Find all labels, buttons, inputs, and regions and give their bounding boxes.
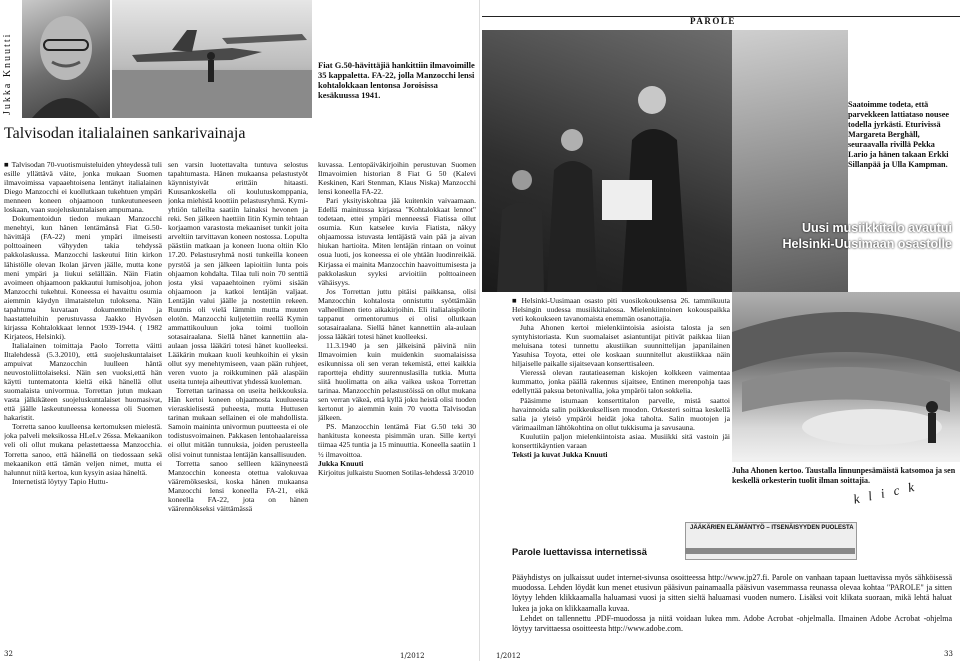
paragraph: PS. Manzocchin lentämä Fiat G.50 teki 30 hankitusta koneesta pisimmän uran. Sille kertyi tiimaa 425 tuntia ja 15 minuuttia. Koneella saatiin 1 ½ ilmavoittoa. <box>318 422 476 459</box>
article-column-2 <box>168 160 308 640</box>
page-gutter <box>479 0 480 661</box>
paragraph: Torretta sanoo kuulleensa kertomuksen mielestä. joka palveli meksikossa HLeLv 26ssa. Mekaanikon veli oli ollut mukana pelastettaessa Manzocchia. Torretta sanoo, että häänellä on tiedossaan sekä mekaanikon että tämän veljen nimet, mutta ei halunnut niitä kertoa, kun kysyin asiaa häneltä. <box>4 422 162 477</box>
paragraph: ■ Talvisodan 70-vuotismuisteluiden yhteydessä tuli esille yllättävä väite, jonka mukaan Suomen ilmavoimissa vapaaehtoisena lentänyt italialainen Diego Manzocchi ei kuollutkaan tukehtuen ympäri menneen koneen ohjaamoon tunkeutuneeseen loskaan, vaan suojeluskuntalaisen ampumana. <box>4 160 162 214</box>
headline-line-2: Helsinki-Uusimaan osastolle <box>782 237 952 251</box>
paragraph: kuvassa. Lentopäiväkirjoihin perustuvan Suomen Ilmavoimien historian 8 Fiat G 50 (Kalevi Keskinen, Kari Stenman, Klaus Niska) Manzocchi lensi koneella FA-22. <box>318 160 476 197</box>
magazine-cover-bar <box>685 548 855 554</box>
magazine-cover-title: JÄÄKÄRIEN ELÄMÄNTYÖ – ITSENÄISYYDEN PUOLESTA <box>690 525 854 531</box>
article-headline: Talvisodan italialainen sankarivainaja <box>4 125 246 142</box>
paragraph: Lehdet on tallennettu .PDF-muodossa ja niitä voidaan lukea mm. Adobe Acrobat -ohjelmalla. Ilmainen Adobe Acrobat -ohjelma löytyy tarvittaessa osoitteesta http://www.adobe.com. <box>512 613 952 634</box>
article-body-right <box>512 296 730 542</box>
page-number-left: 32 <box>4 650 13 658</box>
author-signature: Teksti ja kuvat Jukka Knuuti <box>512 449 608 459</box>
paragraph: Juha Ahonen kertoi mielenkiintoisia asioista talosta ja sen syntyhistoriasta. Kun suomalaiset asiantuntijat pitivät paikkaa liian meluisana totesi tunnettu akustiikan suunnittelijan japanilainen Yasuhisa Toyota, ettei ole koskaan suunnitellut akustiikkaa näin hiljaiselle paikalle sijaitsevaan konserttisaleen. <box>512 323 730 369</box>
promo-text <box>512 573 952 634</box>
author-signature: Jukka Knuuti <box>318 458 364 468</box>
paragraph: sen varsin luotettavalta tuntuva selostus tapahtumasta. Hänen mukaansa pelastustyöt käynnistyivät erittäin hitaasti. Kuusankoskella oli koulutuskomppania, jonka miehistä koottiin pelastusryhmä. Kymi-yhtiön talleilta saatiin lainaksi hevonen ja reki. Sen jälkeen haettiin Iitin Kymin tehtaan korjaamon varastosta mekaaniset tunkit joita arveltiin tarvittavan koneen nostossa. Lopulta päästiin matkaan ja koneen luona oltiin Klo 17.20. Pelastusryhmä nosti tunkeilla koneen pyrstöä ja sen jälkeen lapioitiin lunta pois ohjaamon kohdalta. Tilaa tuli noin 70 senttiä josta yksi vapaaehtoinen ryömi sisään ohjaamoon ja katkoi lentäjän valjaat. Lentäjän valui jäälle ja nostettiin rekeen. Ruumis oli vielä lämmin mutta muuten elotön. Manzocchi kuljetettiin reellä Kymin ammattikouluun joka toimi tuolloin sotasairaalana. Siellä hänet kannettiin ala-aulaan jossa lääkäri totesi hänet kuolleeksi. Lääkärin mukaan kuoli keuhkoihin ei yksin ollut syy menehtymiseen, vaan pään ruhjeet, veren vuoto ja roikkuminen pää alaspäin useita tunteja aiheuttivat yhdessä kuoleman. <box>168 160 308 387</box>
paragraph: Pääyhdistys on julkaissut uudet internet-sivunsa osoitteessa http://www.jp27.fi. Parole on vanhaan tapaan luettavissa myös sähköisessä muodossa. Lehden löydät kun menet etusivun pääsivun painamaalla pääsivun vasemmassa reunassa olevaa kohtaa "PAROLE" ja sitten löytyy lehden klikkaamalla haluamasi vuosi ja sitten sieltä haluamasi vuoden numero. Lisäksi voit klikata suoraan, mikä lehtä haluat lukea ja joka on klikkaamalla kuvaa. <box>512 573 952 613</box>
paragraph: Jos Torrettan juttu pitäisi paikkansa, olisi Manzocchin kohtalosta onnistuttu syöttämään valheellinen tieto aikakirjoihin. Eli italialaispilotin tappanut ormentorumus ei olisi ollutkaan sotasairaalana. Siellä hänet kannettiin ala-aulaan jossa lääkäri totesi hänet kuolleeksi. <box>318 286 476 341</box>
concert-photo-caption: Juha Ahonen kertoo. Taustalla linnunpesämäistä katsomoa ja sen keskellä orkesterin tuolit ilman soittajia. <box>732 466 956 485</box>
article-column-3 <box>318 160 476 640</box>
airplane-photo-icon <box>112 0 312 118</box>
publication-note: Kirjoitus julkaistu Suomen Sotilas-lehdessä 3/2010 <box>318 467 474 477</box>
author-vertical-label: Jukka Knuutti <box>2 32 13 116</box>
headline-line-1: Uusi musiikkitalo avautui <box>801 221 952 235</box>
paragraph: Vieressä olevan rautatieaseman kiskojen kolkkeen vaimentaa kummatto, jonka päällä rakennus sijaitsee, Entinen merenpohja taas edellyttää paksua betonivallia, joka ympäröi talon sokkelia. <box>512 368 730 396</box>
paragraph: ■ Helsinki-Uusimaan osasto piti vuosikokouksensa 26. tammikuuta Helsingin uudessa musiikkitalossa. Mielenkiintoinen kokouspaikka veti kokoukseen tavanomaista enemmän osanottajia. <box>512 296 730 323</box>
paragraph: Kuulutiin paljon mielenkiintoista asiaa. Musiikki sitä vastoin jäi konserttikäyntien varaan <box>512 431 730 450</box>
author-portrait-photo <box>22 0 110 118</box>
section-title: PAROLE <box>690 16 736 26</box>
fiat-planes-photo <box>112 0 312 118</box>
klick-label: k l i c k <box>852 478 919 507</box>
portrait-silhouette-icon <box>22 0 110 118</box>
paragraph: Torrettan tarinassa on useita heikkouksia. Hän kertoi koneen ohjaamosta kuulueesta vieraskielisestä puheesta, mutta Huttusen tarinan mukaan sellainen ei ole mahdollista. Samoin maininta univormun puutteesta ei ole todistusvoimainen. Pakkasen lentohaalareissa ei ollut mitään tunnuksia, joiden perusteella olisi voinut tunnistaa lentäjän kansallisuuden. <box>168 386 308 459</box>
audience-balcony-photo <box>482 30 732 292</box>
article-column-1 <box>4 160 162 640</box>
paragraph: Italialainen toimittaja Paolo Torretta väitti Iltalehdessä (5.3.2010), että suojeluskuntalaiset ampuivat Manzocchin luulleen häntä neuvostoliittolaiseksi. Näin sen vuoksi,että hän käytti tuntematonta kieltä eikä hänellä ollut suomalaista univormua. Torrettan jutun mukaan vasta jälkikäteen suojeluskuntalaiset huomasivat, että jäälle laskeutuneessa koneessa oli Suomen hakaristit. <box>4 340 162 423</box>
audience-photo-icon <box>482 30 732 292</box>
issue-label-right: 1/2012 <box>496 652 521 660</box>
issue-label-left: 1/2012 <box>400 652 425 660</box>
concert-hall-icon <box>732 292 960 462</box>
paragraph: Torretta sanoo sellleen käänyneestä Manzocchin koneesta otettua valokuvaa vääremöksesksi, koska hänen mukaansa Manzocchi lensi koneella FA-21, eikä koneella FA-22, jota on hänen väärennökseksi väittämässä <box>168 458 308 513</box>
article-headline-right <box>690 220 952 252</box>
page-number-right: 33 <box>944 650 953 658</box>
paragraph: 11.3.1940 ja sen jälkeisinä päivinä niin Ilmavoimien kuin muidenkin suomalaisissa esikunnissa oli sen veran tekemistä, ettei kaikkia raportteja ehditty suurennuslasilla tutkia. Mutta siitä huolimatta on aika vaikea uskoa Torrettan tarinaa. Manzocchin pelastustöissä on ollut mukana sen verran väkeä, että kyllä joku heistä olisi tuoden kertonut jo aiemmin kuin 70 vuotta Talvisodan jälkeen. <box>318 340 476 423</box>
balcony-photo-caption: Saatoimme todeta, että parvekkeen lattiataso nousee todella jyrkästi. Eturivissä Margareta Berghäll, seuraavalla rivillä Pekka Lario ja hänen takaan Erkki Sillanpää ja Ulla Kampman. <box>848 100 949 169</box>
concert-hall-photo <box>732 292 960 462</box>
paragraph: Internetistä löytyy Tapio Huttu- <box>12 476 109 486</box>
promo-heading: Parole luettavissa internetissä <box>512 546 647 557</box>
paragraph: Pääsimme istumaan konserttitalon parvelle, mistä saattoi havainnoida salin poikkeuksellisen muodon. Orkesteri soittaa keskellä salia ja yleisö ympäröi heidät joka taholta. Salin muotojen ja värimaailman lähtökohtina on ollut tukkisuma ja savusauna. <box>512 395 730 432</box>
paragraph: Pari yksityiskohtaa jää kuitenkin vaivaamaan. Edellä mainitussa kirjassa "Kohtalokkaat lennot" todetaan, ettei ympäri menneessä Fiatissa ollut osumia. Kun katselee kuvia Fiatista, näkyy ohjaamossa istuvasta lentäjästä vain pää ja aivan hiukan hartioita. Miten lentäjän rintaan on voinut osua luoti, jos koneessa ei ole yhtään luodinreikää. Kirjassa ei mainita Manzocchin haavoittumisesta ja pakkolaskun syyksi arvioitiin polttoaineen vähäisyys. <box>318 196 476 287</box>
paragraph: Dokumentoidun tiedon mukaan Manzocchi menehtyi, kun hänen lentämänsä Fiat G.50-hävittäjä (FA-22) meni ympäri ilmeisesti polttoaineen vähyyden takia tehdyssä pakkolaskussa. Manzocchi laskeutui Iitin kirkon lähistölle olevan Ikolan järven jäälle, mutta kone meni ympäri ja liukui selällään. Näin Fiatin avoimeen ohjaamoon pakkautui lumisohjoa, johon Manzocchi tukehtui. Koneessa ei havaittu osumia aiemmin käydyn ilmataistelun tuloksena. Näin tapahtuma kuvataan dokumentteihin ja haastatteluihin perustuvassa Jaakko Hyvösen kirjassa Kohtalokkaat lennot 1939-1944. ( 1982 Kirjateos, Helsinki). <box>4 214 162 341</box>
plane-photo-caption: Fiat G.50-hävittäjiä hankittiin ilmavoimille 35 kappaletta. FA-22, jolla Manzocchi lensi kohtalokkaan lentonsa Joroisissa kesäkuussa 1941. <box>318 60 475 100</box>
audience-photo-right <box>732 30 848 292</box>
